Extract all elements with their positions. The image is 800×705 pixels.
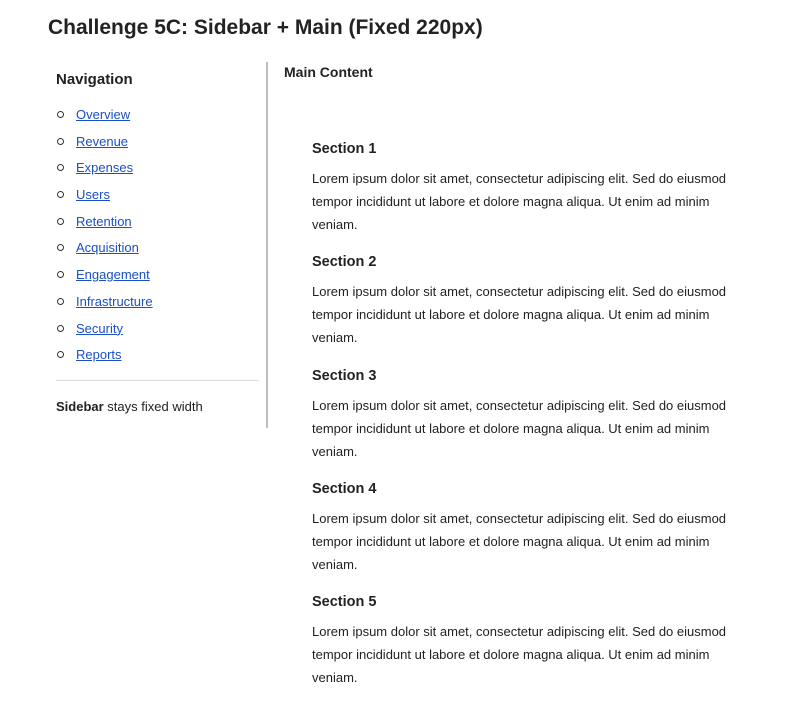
sidebar-item-infrastructure <box>56 292 266 319</box>
sidebar-item-overview <box>56 105 266 132</box>
nav-link-engagement[interactable]: Engagement <box>76 267 150 283</box>
nav-link-revenue[interactable]: Revenue <box>76 133 129 149</box>
sidebar-item-security <box>56 319 266 346</box>
section-heading: Section 1 <box>312 141 377 157</box>
section-4 <box>312 479 732 592</box>
section-body: Lorem ipsum dolor sit amet, consectetur adipiscing elit. Sed do eiusmod tempor incididunt ut labore et dolore magna aliqua. Ut enim ad minim veniam. <box>312 624 727 686</box>
sidebar-item-reports <box>56 345 266 372</box>
section-3 <box>312 366 732 479</box>
sidebar-item-expenses <box>56 158 266 185</box>
section-body: Lorem ipsum dolor sit amet, consectetur adipiscing elit. Sed do eiusmod tempor incididunt ut labore et dolore magna aliqua. Ut enim ad minim veniam. <box>312 510 727 572</box>
nav-link-overview[interactable]: Overview <box>76 107 131 122</box>
nav-link-reports[interactable]: Reports <box>76 347 122 363</box>
section-body: Lorem ipsum dolor sit amet, consectetur adipiscing elit. Sed do eiusmod tempor incididunt ut labore et dolore magna aliqua. Ut enim ad minim veniam. <box>312 284 727 346</box>
section-1 <box>312 139 732 252</box>
nav-link-infrastructure[interactable]: Infrastructure <box>76 293 153 309</box>
circle-bullet-icon <box>57 244 64 251</box>
nav-link-retention[interactable]: Retention <box>76 213 132 229</box>
main-title: Main Content <box>284 64 373 80</box>
circle-bullet-icon <box>57 164 64 171</box>
section-2 <box>312 252 732 365</box>
sidebar-item-acquisition <box>56 238 266 265</box>
section-heading: Section 4 <box>312 480 377 497</box>
sidebar-note-bold: Sidebar <box>56 399 104 414</box>
sidebar-item-users <box>56 185 266 212</box>
nav-list <box>56 105 266 372</box>
sections <box>312 139 732 705</box>
circle-bullet-icon <box>57 351 64 358</box>
nav-link-expenses[interactable]: Expenses <box>76 160 134 176</box>
section-heading: Section 5 <box>312 594 377 611</box>
nav-link-acquisition[interactable]: Acquisition <box>76 240 139 256</box>
section-body: Lorem ipsum dolor sit amet, consectetur adipiscing elit. Sed do eiusmod tempor incididunt ut labore et dolore magna aliqua. Ut enim ad minim veniam. <box>312 397 727 459</box>
section-body: Lorem ipsum dolor sit amet, consectetur adipiscing elit. Sed do eiusmod tempor incididunt ut labore et dolore magna aliqua. Ut enim ad minim veniam. <box>312 171 727 232</box>
circle-bullet-icon <box>57 218 64 225</box>
sidebar-item-engagement <box>56 265 266 292</box>
sidebar-item-revenue <box>56 132 266 159</box>
nav-link-security[interactable]: Security <box>76 320 123 336</box>
circle-bullet-icon <box>57 191 64 198</box>
section-5 <box>312 592 732 705</box>
sidebar-note-text: stays fixed width <box>103 399 203 414</box>
circle-bullet-icon <box>57 138 64 145</box>
circle-bullet-icon <box>57 271 64 278</box>
sidebar-item-retention <box>56 212 266 239</box>
sidebar <box>56 62 268 428</box>
section-heading: Section 2 <box>312 254 377 271</box>
page-title: Challenge 5C: Sidebar + Main (Fixed 220px) <box>48 16 483 39</box>
main-content <box>284 62 744 82</box>
section-heading: Section 3 <box>312 367 377 384</box>
circle-bullet-icon <box>57 298 64 305</box>
sidebar-title: Navigation <box>56 71 133 88</box>
circle-bullet-icon <box>57 111 64 118</box>
nav-link-users[interactable]: Users <box>76 187 110 203</box>
circle-bullet-icon <box>57 325 64 332</box>
sidebar-note <box>56 399 203 414</box>
sidebar-divider <box>56 380 259 381</box>
